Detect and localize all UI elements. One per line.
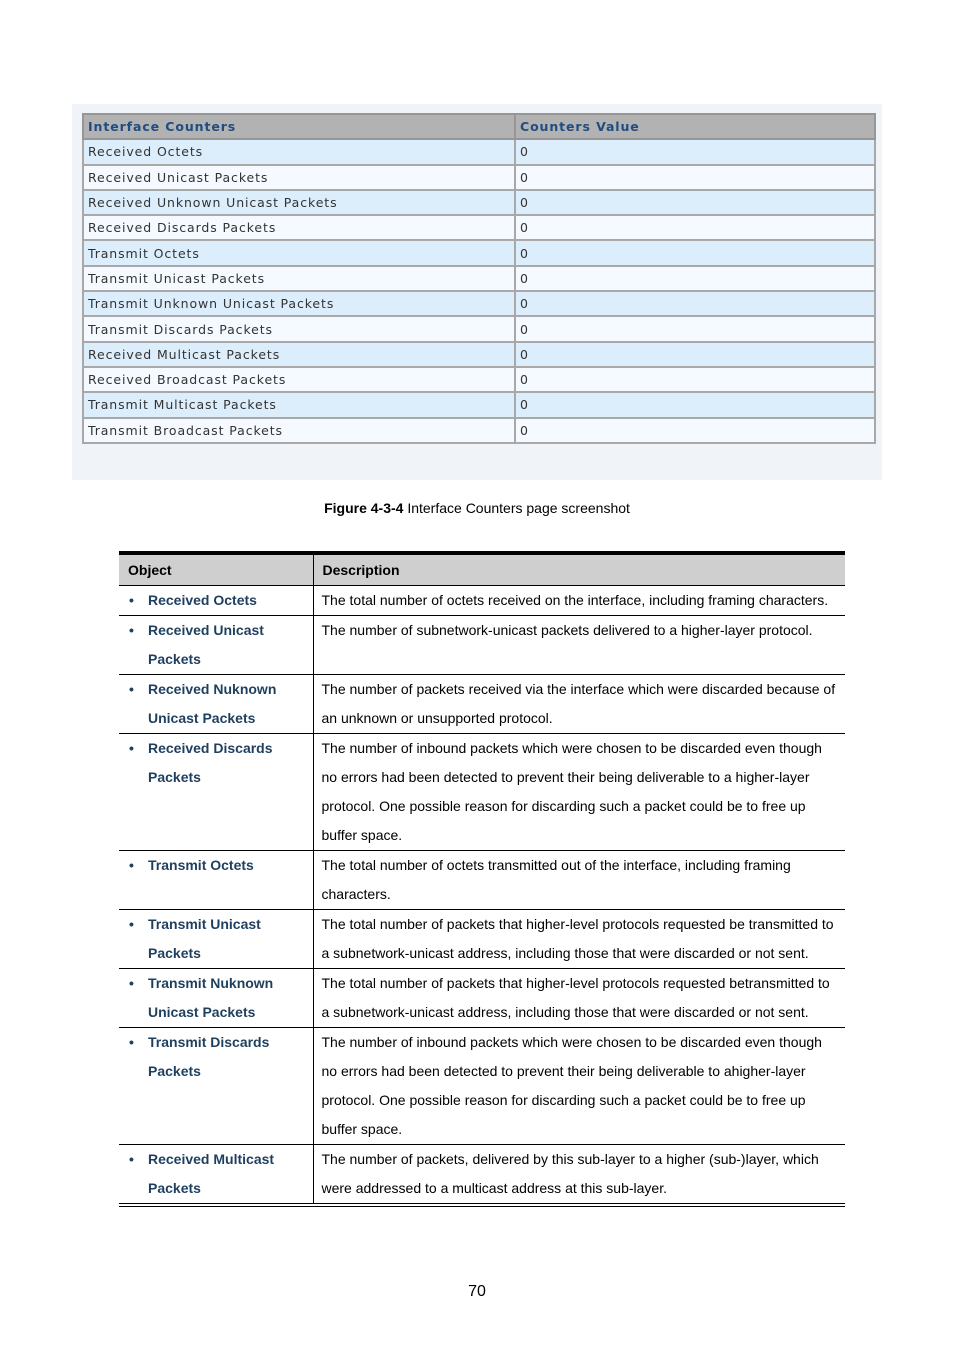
figure-number: Figure 4-3-4 xyxy=(324,500,404,516)
counter-value: 0 xyxy=(515,392,875,417)
counter-label: Transmit Discards Packets xyxy=(83,316,515,341)
counter-row xyxy=(83,240,875,265)
counter-value: 0 xyxy=(515,266,875,291)
counter-row xyxy=(83,342,875,367)
figure-caption-text: Interface Counters page screenshot xyxy=(403,500,630,516)
object-description: The total number of octets transmitted out of the interface, including framing characters. xyxy=(313,851,845,910)
bullet-icon: • xyxy=(129,681,134,697)
counter-label: Received Unicast Packets xyxy=(83,165,515,190)
counter-value: 0 xyxy=(515,367,875,392)
table-row xyxy=(119,734,845,851)
counter-label: Received Discards Packets xyxy=(83,215,515,240)
counter-value: 0 xyxy=(515,418,875,443)
object-description: The number of inbound packets which were chosen to be discarded even though no errors had been detected to prevent their being deliverable to ahigher-layer protocol. One possible reason for discarding such a packet could be to free up buffer space. xyxy=(313,1028,845,1145)
table-row xyxy=(119,1145,845,1206)
header-description: Description xyxy=(313,553,845,586)
table-row xyxy=(119,586,845,616)
desc-header-row xyxy=(119,553,845,586)
counter-label: Transmit Unicast Packets xyxy=(83,266,515,291)
object-name: Received Nuknown Unicast Packets xyxy=(148,681,277,726)
counter-label: Received Broadcast Packets xyxy=(83,367,515,392)
counter-value: 0 xyxy=(515,165,875,190)
bullet-icon: • xyxy=(129,622,134,638)
counter-row xyxy=(83,266,875,291)
bullet-icon: • xyxy=(129,975,134,991)
bullet-icon: • xyxy=(129,1151,134,1167)
counter-value: 0 xyxy=(515,316,875,341)
object-description: The number of packets, delivered by this sub-layer to a higher (sub-)layer, which were addressed to a multicast address at this sub-layer. xyxy=(313,1145,845,1206)
counter-label: Received Multicast Packets xyxy=(83,342,515,367)
counter-row xyxy=(83,215,875,240)
bullet-icon: • xyxy=(129,916,134,932)
counter-label: Received Octets xyxy=(83,139,515,164)
object-description: The number of subnetwork-unicast packets delivered to a higher-layer protocol. xyxy=(313,616,845,675)
table-row xyxy=(119,1028,845,1145)
figure-caption xyxy=(0,500,954,516)
header-counters-value: Counters Value xyxy=(515,114,875,139)
object-description-table xyxy=(119,551,845,1207)
interface-counters-table xyxy=(82,113,876,444)
header-interface-counters: Interface Counters xyxy=(83,114,515,139)
counter-row xyxy=(83,316,875,341)
table-row xyxy=(119,675,845,734)
object-name: Received Discards Packets xyxy=(148,740,273,785)
object-name: Transmit Unicast Packets xyxy=(148,916,261,961)
counter-row xyxy=(83,190,875,215)
interface-counters-screenshot xyxy=(72,104,882,480)
counter-value: 0 xyxy=(515,240,875,265)
table-row xyxy=(119,851,845,910)
counter-row xyxy=(83,139,875,164)
page-number: 70 xyxy=(468,1283,486,1300)
table-row xyxy=(119,910,845,969)
object-description: The total number of packets that higher-level protocols requested be transmitted to a subnetwork-unicast address, including those that were discarded or not sent. xyxy=(313,910,845,969)
object-name: Transmit Discards Packets xyxy=(148,1034,270,1079)
counter-row xyxy=(83,291,875,316)
counter-row xyxy=(83,418,875,443)
counter-label: Transmit Broadcast Packets xyxy=(83,418,515,443)
counter-row xyxy=(83,165,875,190)
object-description: The number of inbound packets which were chosen to be discarded even though no errors had been detected to prevent their being deliverable to a higher-layer protocol. One possible reason for discarding such a packet could be to free up buffer space. xyxy=(313,734,845,851)
counter-value: 0 xyxy=(515,190,875,215)
object-name: Received Unicast Packets xyxy=(148,622,264,667)
object-name: Received Octets xyxy=(148,592,257,608)
counter-label: Received Unknown Unicast Packets xyxy=(83,190,515,215)
object-description: The number of packets received via the interface which were discarded because of an unknown or unsupported protocol. xyxy=(313,675,845,734)
bullet-icon: • xyxy=(129,592,134,608)
counter-label: Transmit Multicast Packets xyxy=(83,392,515,417)
object-name: Transmit Nuknown Unicast Packets xyxy=(148,975,274,1020)
bullet-icon: • xyxy=(129,1034,134,1050)
counter-value: 0 xyxy=(515,342,875,367)
object-name: Received Multicast Packets xyxy=(148,1151,275,1196)
counter-value: 0 xyxy=(515,139,875,164)
object-description: The total number of packets that higher-level protocols requested betransmitted to a subnetwork-unicast address, including those that were discarded or not sent. xyxy=(313,969,845,1028)
counter-label: Transmit Octets xyxy=(83,240,515,265)
object-name: Transmit Octets xyxy=(148,857,254,873)
bullet-icon: • xyxy=(129,857,134,873)
bullet-icon: • xyxy=(129,740,134,756)
table-row xyxy=(119,616,845,675)
header-object: Object xyxy=(119,553,313,586)
object-description: The total number of octets received on the interface, including framing characters. xyxy=(313,586,845,616)
counters-header-row xyxy=(83,114,875,139)
counter-value: 0 xyxy=(515,215,875,240)
counter-row xyxy=(83,392,875,417)
counter-label: Transmit Unknown Unicast Packets xyxy=(83,291,515,316)
counter-row xyxy=(83,367,875,392)
table-row xyxy=(119,969,845,1028)
counter-value: 0 xyxy=(515,291,875,316)
